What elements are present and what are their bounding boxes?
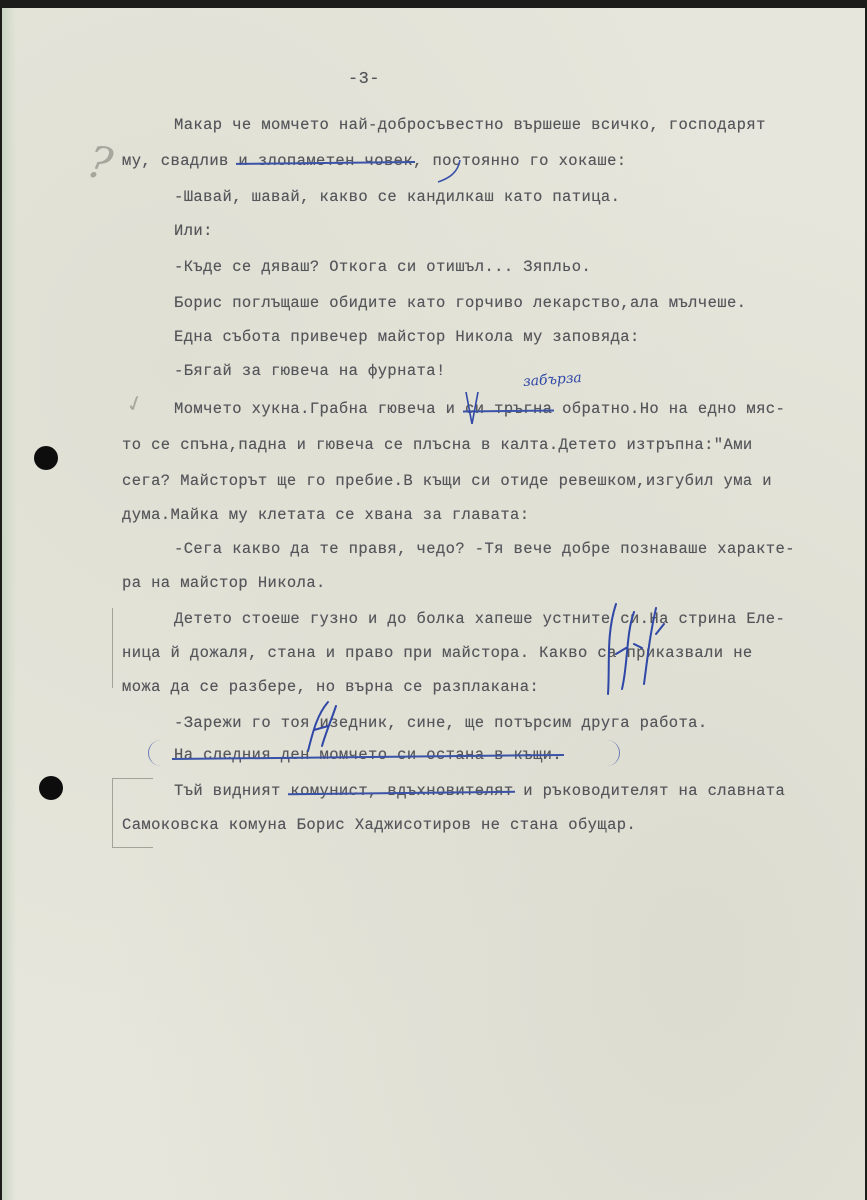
paragraph2-line1-start: Момчето хукна.Грабна гювеча и	[174, 400, 466, 418]
paragraph2-line3: сега? Майсторът ще го пребие.В къщи си отиде ревешком,изгубил ума и	[122, 472, 773, 490]
paragraph1-line2	[122, 152, 627, 170]
handwritten-correction: забърза	[522, 369, 583, 391]
narrative-line: Една събота привечер майстор Никола му заповяда:	[174, 328, 640, 346]
narrative-line: Борис поглъщаше обидите като горчиво лекарство,ала мълчеше.	[174, 294, 747, 312]
paragraph4-line2: ница й дожаля, стана и право при майстора. Какво са приказвали не	[122, 644, 753, 662]
paragraph3-line1: -Сега какво да те правя, чедо? -Тя вече добре познаваше характе-	[174, 540, 795, 558]
pen-parentheses	[148, 740, 620, 766]
paragraph4-line3: можа да се разбере, но върна се разплакана:	[122, 678, 540, 696]
dialogue-or: Или:	[174, 222, 213, 240]
paragraph6-line1-end: и ръководителят на славната	[513, 782, 786, 800]
dialogue-line: -Шавай, шавай, какво се кандилкаш като патица.	[174, 188, 621, 206]
pen-curve-mark-icon	[434, 158, 464, 186]
question-mark-pencil-icon: ?	[82, 136, 117, 191]
struck-text: и злопаметен човек	[238, 152, 414, 170]
paragraph5-line1: -Зарежи го тоя изедник, сине, ще потърсим друга работа.	[174, 714, 708, 732]
paragraph2-line4: дума.Майка му клетата се хвана за главата:	[122, 506, 530, 524]
paragraph2-line1-end: обратно.Но на едно мяс-	[552, 400, 786, 418]
dialogue-line: -Къде се дяваш? Откога си отишъл... Зяпльо.	[174, 258, 592, 276]
paragraph1-line2-end: , постоянно го хокаше:	[413, 152, 627, 170]
handwritten-scribble-icon	[302, 696, 342, 756]
paragraph6-line1	[174, 782, 785, 800]
order-line: -Бягай за гювеча на фурната!	[174, 362, 446, 380]
struck-text: На следния ден момчето си остана в къщи.	[174, 746, 563, 764]
document-page	[2, 8, 865, 1200]
pencil-margin-line	[112, 608, 113, 688]
paragraph4-line1: Детето стоеше гузно и до болка хапеше устните си.На стрина Еле-	[174, 610, 786, 628]
page-edge-shadow	[2, 8, 16, 1200]
insertion-mark-icon	[462, 388, 482, 428]
punch-hole-icon	[34, 446, 58, 470]
paragraph3-line2: ра на майстор Никола.	[122, 574, 326, 592]
page-number: -3-	[348, 70, 380, 89]
punch-hole-icon	[39, 776, 63, 800]
pencil-bracket	[112, 778, 153, 848]
paragraph6-line2: Самоковска комуна Борис Хаджисотиров не стана обущар.	[122, 816, 637, 834]
paragraph1-line2-start: му, свадлив	[122, 152, 239, 170]
struck-text: си тръгна	[465, 400, 553, 418]
paragraph1-line1: Макар че момчето най-добросъвестно вършеше всичко, господарят	[174, 116, 766, 134]
struck-text: комунист, вдъхновителят	[290, 782, 514, 800]
check-mark-pencil-icon: ✓	[122, 389, 148, 420]
paragraph6-line1-start: Тъй видният	[174, 782, 291, 800]
handwritten-margin-note-icon	[598, 594, 668, 704]
paragraph2-line2: то се спъна,падна и гювеча се плъсна в калта.Детето изтръпна:"Ами	[122, 436, 753, 454]
